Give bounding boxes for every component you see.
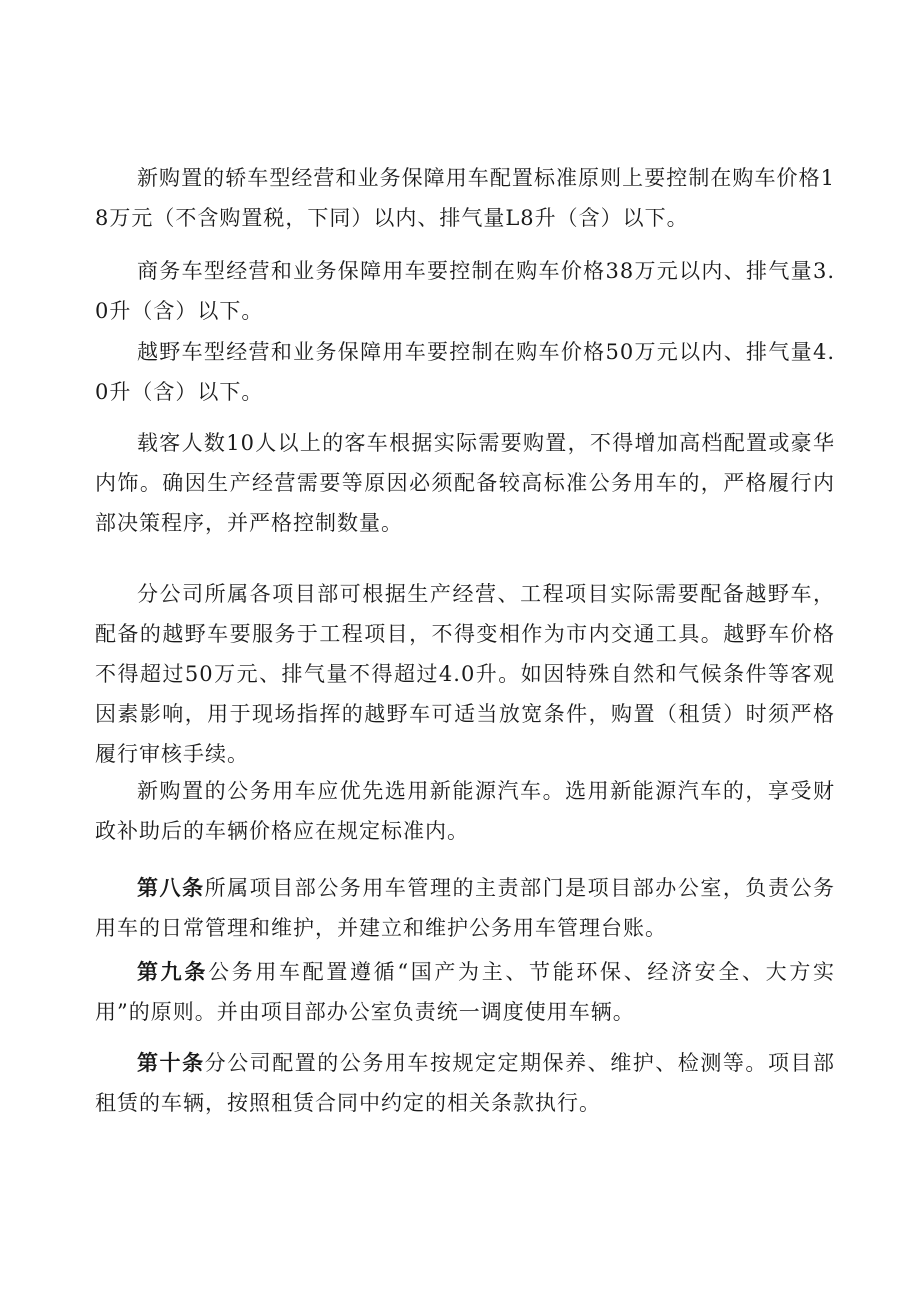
article-text: 公务用车配置遵循“国产为主、节能环保、经济安全、大方实用”的原则。并由项目部办公室负责统一调度使用车辆。 <box>95 960 836 1024</box>
paragraph-text: 越野车型经营和业务保障用车要控制在购车价格50万元以内、排气量4.0升（含）以下。 <box>95 340 835 404</box>
paragraph-text: 分公司所属各项目部可根据生产经营、工程项目实际需要配备越野车，配备的越野车要服务于工程项目，不得变相作为市内交通工具。越野车价格不得超过50万元、排气量不得超过4.0升。如因特殊自然和气候条件等客观因素影响，用于现场指挥的越野车可适当放宽条件，购置（租赁）时须严格履行审核手续。 <box>95 582 835 766</box>
paragraph-text: 新购置的公务用车应优先选用新能源汽车。选用新能源汽车的，享受财政补助后的车辆价格应在规定标准内。 <box>95 779 835 843</box>
article-ten <box>95 1043 835 1123</box>
paragraph-text: 新购置的轿车型经营和业务保障用车配置标准原则上要控制在购车价格18万元（不含购置税，下同）以内、排气量L8升（含）以下。 <box>95 166 835 230</box>
paragraph-passenger-bus <box>95 423 835 543</box>
article-heading: 第十条 <box>137 1050 205 1075</box>
paragraph-text: 商务车型经营和业务保障用车要控制在购车价格38万元以内、排气量3.0升（含）以下。 <box>95 259 835 323</box>
article-text: 分公司配置的公务用车按规定定期保养、维护、检测等。项目部租赁的车辆，按照租赁合同中约定的相关条款执行。 <box>95 1051 836 1115</box>
paragraph-business-vehicle-standard <box>95 251 835 331</box>
article-text: 所属项目部公务用车管理的主责部门是项目部办公室，负责公务用车的日常管理和维护，并建立和维护公务用车管理台账。 <box>95 876 836 940</box>
paragraph-new-energy <box>95 771 835 851</box>
paragraph-sedan-standard <box>95 158 835 238</box>
paragraph-project-suv <box>95 574 835 774</box>
article-eight <box>95 868 835 948</box>
paragraph-suv-standard <box>95 332 835 412</box>
article-heading: 第九条 <box>137 959 208 984</box>
paragraph-text: 载客人数10人以上的客车根据实际需要购置，不得增加高档配置或豪华内饰。确因生产经营需要等原因必须配备较高标准公务用车的，严格履行内部决策程序，并严格控制数量。 <box>95 431 835 535</box>
article-nine <box>95 952 835 1032</box>
article-heading: 第八条 <box>137 875 205 900</box>
